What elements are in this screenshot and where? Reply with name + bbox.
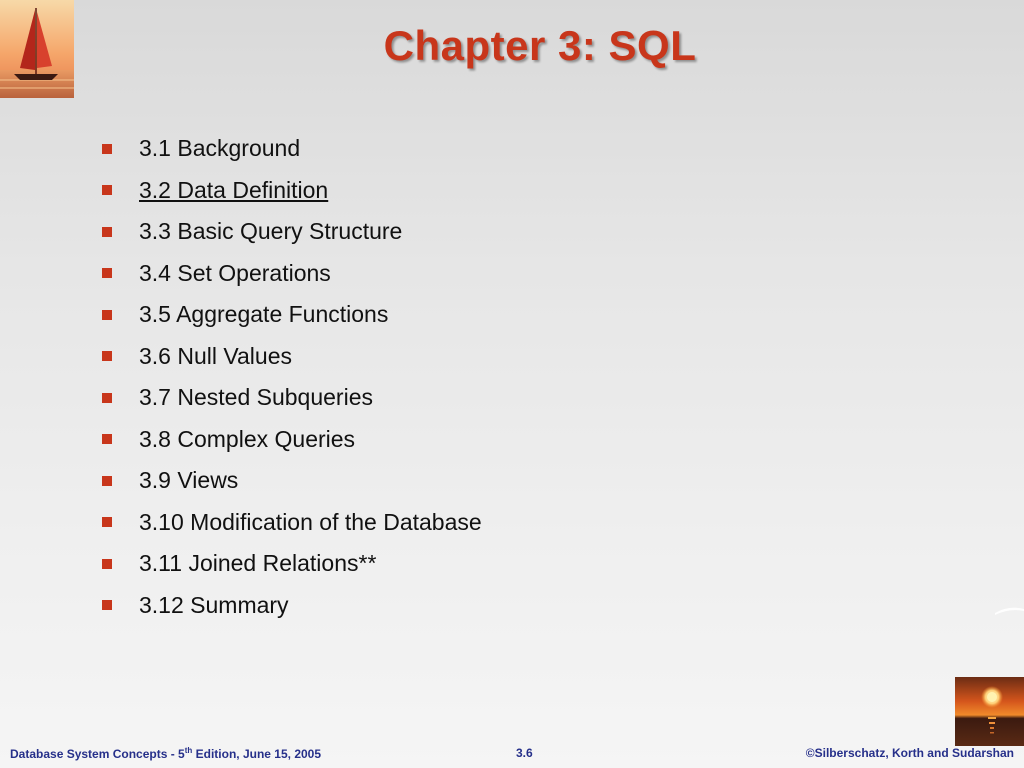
bullet-item [102,585,482,627]
bullet-link-data-definition[interactable]: 3.2 Data Definition [139,176,329,203]
bullet-item [102,502,482,544]
bullet-item [102,128,482,170]
bullet-label: 3.9 Views [139,467,239,494]
sunset-image [955,677,1024,746]
square-bullet-icon [102,559,112,569]
bullet-item [102,460,482,502]
bullet-item [102,336,482,378]
square-bullet-icon [102,393,112,403]
bullet-label: 3.7 Nested Subqueries [139,384,373,411]
bullet-label: 3.11 Joined Relations** [139,550,377,577]
square-bullet-icon [102,185,112,195]
bullet-label: 3.5 Aggregate Functions [139,301,389,328]
bullet-item [102,253,482,295]
square-bullet-icon [102,144,112,154]
footer-slide-number: 3.6 [516,746,533,760]
square-bullet-icon [102,268,112,278]
bullet-label: 3.1 Background [139,135,301,162]
square-bullet-icon [102,434,112,444]
square-bullet-icon [102,517,112,527]
square-bullet-icon [102,227,112,237]
footer-book-suffix: Edition, June 15, 2005 [192,747,322,761]
square-bullet-icon [102,351,112,361]
bullet-list [102,128,482,626]
square-bullet-icon [102,600,112,610]
bullet-item [102,377,482,419]
bullet-item [102,294,482,336]
footer-copyright: ©Silberschatz, Korth and Sudarshan [805,746,1014,760]
slide-title: Chapter 3: SQL [383,22,697,69]
footer-book-superscript: th [184,746,193,755]
bullet-item [102,543,482,585]
decorative-swoosh [995,605,1024,615]
square-bullet-icon [102,310,112,320]
square-bullet-icon [102,476,112,486]
bullet-label: 3.8 Complex Queries [139,425,356,452]
footer-book-prefix: Database System Concepts - 5 [10,747,185,761]
bullet-label: 3.6 Null Values [139,342,292,369]
footer-book-info [10,746,321,761]
bullet-item [102,419,482,461]
bullet-label: 3.10 Modification of the Database [139,508,482,535]
bullet-label: 3.12 Summary [139,591,289,618]
bullet-item [102,211,482,253]
bullet-label: 3.3 Basic Query Structure [139,218,403,245]
bullet-item[interactable] [102,170,482,212]
bullet-label: 3.4 Set Operations [139,259,331,286]
